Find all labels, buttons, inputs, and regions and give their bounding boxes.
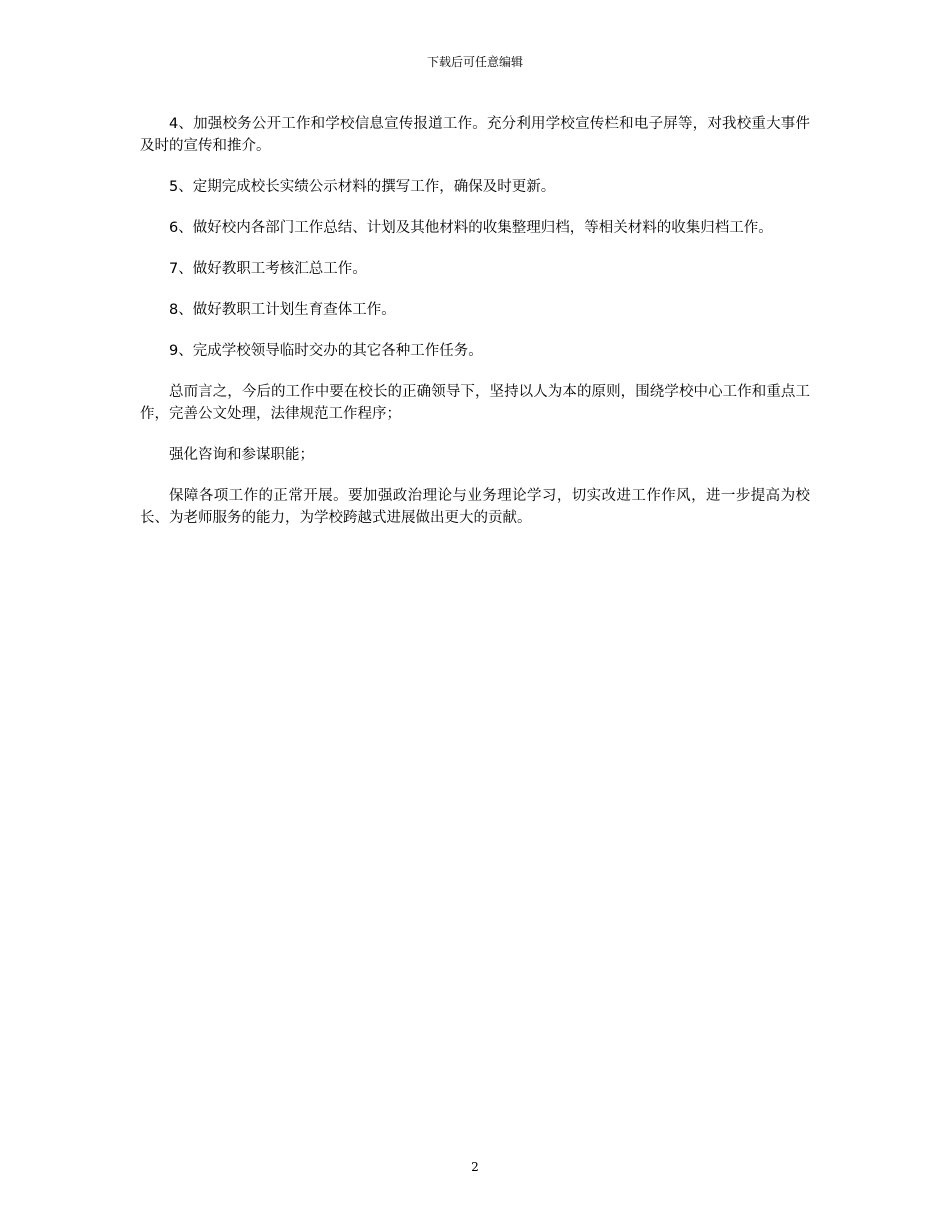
paragraph-item-6: 6、做好校内各部门工作总结、计划及其他材料的收集整理归档，等相关材料的收集归档工作。: [169, 220, 773, 236]
paragraph-item-8: 8、做好教职工计划生育查体工作。: [169, 302, 396, 318]
page-header: 下载后可任意编辑: [426, 55, 523, 69]
document-body: [140, 113, 810, 548]
paragraph-item-9: 9、完成学校领导临时交办的其它各种工作任务。: [169, 343, 483, 359]
paragraph-summary: 总而言之，今后的工作中要在校长的正确领导下，坚持以人为本的原则，围绕学校中心工作和重点工作，完善公文处理，法律规范工作程序；: [140, 384, 810, 422]
page-number: 2: [471, 1160, 479, 1174]
paragraph-closing: 保障各项工作的正常开展。要加强政治理论与业务理论学习，切实改进工作作风，进一步提高为校长、为老师服务的能力，为学校跨越式进展做出更大的贡献。: [140, 488, 810, 526]
paragraph-advisory: 强化咨询和参谋职能；: [169, 447, 314, 463]
paragraph-item-7: 7、做好教职工考核汇总工作。: [169, 261, 367, 277]
paragraph-item-4: 4、加强校务公开工作和学校信息宣传报道工作。充分利用学校宣传栏和电子屏等，对我校重大事件及时的宣传和推介。: [140, 116, 810, 154]
paragraph-item-5: 5、定期完成校长实绩公示材料的撰写工作，确保及时更新。: [169, 179, 556, 195]
